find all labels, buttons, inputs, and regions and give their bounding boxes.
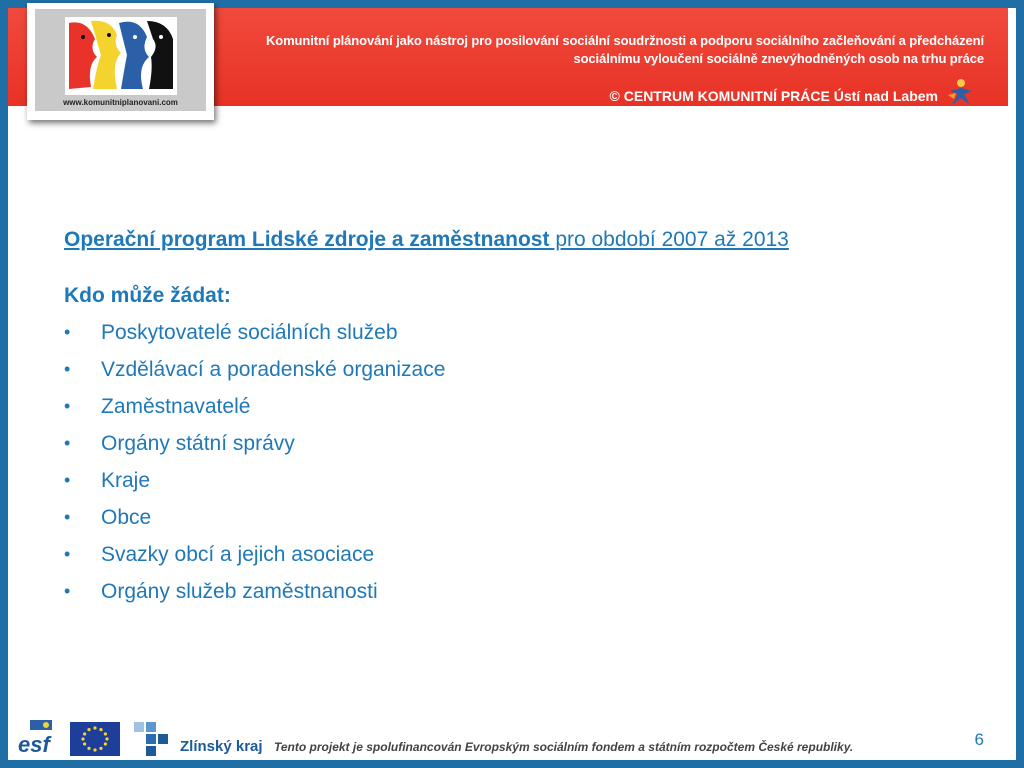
list-item xyxy=(64,351,964,388)
list-item xyxy=(64,462,964,499)
main-content xyxy=(64,228,964,610)
bullet-icon: • xyxy=(64,396,71,416)
list-item xyxy=(64,425,964,462)
bullet-icon: • xyxy=(64,470,71,490)
zlinsky-kraj-logo-icon xyxy=(134,722,168,756)
applicant-list xyxy=(64,314,964,610)
footer-funding-text: Tento projekt je spolufinancován Evropským sociálním fondem a státním rozpočtem České republiky. xyxy=(274,740,854,754)
list-item xyxy=(64,536,964,573)
list-item-label: Poskytovatelé sociálních služeb xyxy=(101,321,398,344)
bullet-icon: • xyxy=(64,507,71,527)
komunitni-planovani-logo xyxy=(35,9,206,111)
esf-logo-icon xyxy=(16,718,64,758)
bullet-icon: • xyxy=(64,322,71,342)
list-item xyxy=(64,388,964,425)
bullet-icon: • xyxy=(64,581,71,601)
bullet-icon: • xyxy=(64,359,71,379)
program-title[interactable] xyxy=(64,228,964,252)
logo-box xyxy=(27,3,214,120)
list-item xyxy=(64,314,964,351)
header-tagline xyxy=(224,32,984,68)
page-number: 6 xyxy=(974,730,984,749)
list-item-label: Vzdělávací a poradenské organizace xyxy=(101,358,446,381)
svg-text:esf: esf xyxy=(18,732,50,757)
list-item-label: Obce xyxy=(101,506,152,529)
faces-logo-icon xyxy=(35,9,206,97)
bullet-icon: • xyxy=(64,433,71,453)
region-name: Zlínský kraj xyxy=(180,738,263,755)
eu-flag-icon xyxy=(70,722,120,756)
list-item xyxy=(64,573,964,610)
list-item xyxy=(64,499,964,536)
program-title-link[interactable]: Operační program Lidské zdroje a zaměstnanost xyxy=(64,228,550,251)
bullet-icon: • xyxy=(64,544,71,564)
list-item-label: Orgány služeb zaměstnanosti xyxy=(101,580,378,603)
footer xyxy=(8,712,1008,760)
list-item-label: Svazky obcí a jejich asociace xyxy=(101,543,375,566)
header-credit: © CENTRUM KOMUNITNÍ PRÁCE Ústí nad Labem xyxy=(609,88,938,104)
tagline-line-1: Komunitní plánování jako nástroj pro posilování sociální soudržnosti a podporu sociálního začleňování a předcházení xyxy=(265,33,984,48)
list-item-label: Orgány státní správy xyxy=(101,432,295,455)
list-item-label: Kraje xyxy=(101,469,151,492)
tagline-line-2: sociálnímu vyloučení sociálně znevýhodněných osob na trhu práce xyxy=(573,51,984,66)
list-item-label: Zaměstnavatelé xyxy=(101,395,251,418)
ckp-logo-icon xyxy=(944,77,978,107)
program-title-rest[interactable]: pro období 2007 až 2013 xyxy=(549,228,789,251)
subheading: Kdo může žádat: xyxy=(64,284,231,307)
logo-url: www.komunitniplanovani.com xyxy=(63,98,178,107)
